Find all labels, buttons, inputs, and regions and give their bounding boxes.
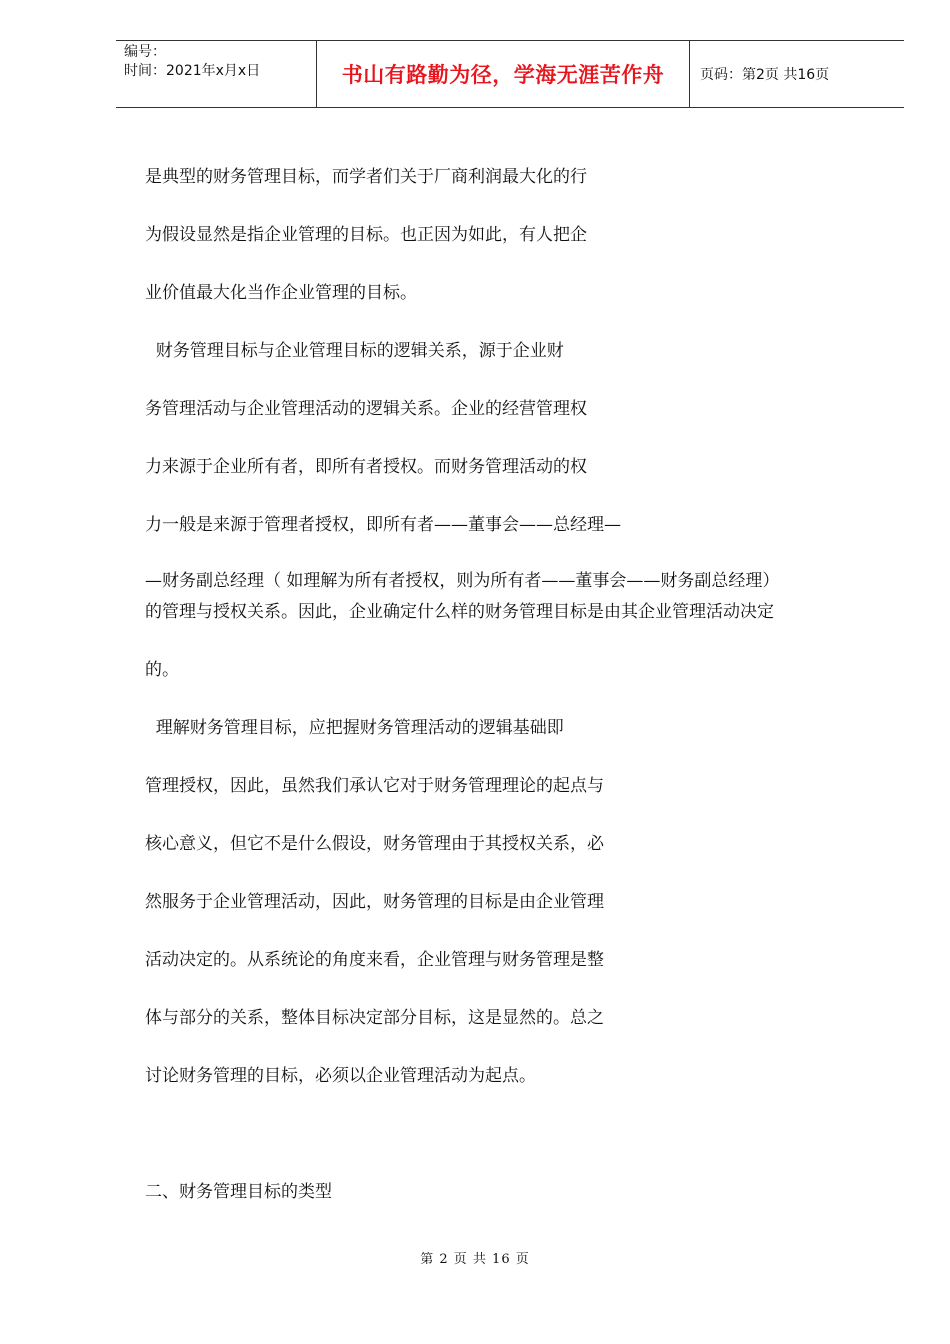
text-line: 管理授权，因此，虽然我们承认它对于财务管理理论的起点与 — [145, 776, 604, 796]
text-line: 理解财务管理目标，应把握财务管理活动的逻辑基础即 — [145, 718, 564, 738]
text-line: 的管理与授权关系。因此，企业确定什么样的财务管理目标是由其企业管理活动决定 — [145, 602, 774, 622]
text-line: 讨论财务管理的目标，必须以企业管理活动为起点。 — [145, 1066, 536, 1086]
text-line: 力一般是来源于管理者授权，即所有者——董事会——总经理— — [145, 515, 621, 535]
page-header — [116, 40, 904, 108]
page-footer: 第 2 页 共 16 页 — [420, 1252, 530, 1267]
text-line: 体与部分的关系，整体目标决定部分目标，这是显然的。总之 — [145, 1008, 604, 1028]
text-line: 力来源于企业所有者，即所有者授权。而财务管理活动的权 — [145, 457, 587, 477]
doc-time-label: 时间：2021年x月x日 — [124, 63, 261, 79]
text-line: 活动决定的。从系统论的角度来看，企业管理与财务管理是整 — [145, 950, 604, 970]
text-line: 业价值最大化当作企业管理的目标。 — [145, 283, 417, 303]
header-slogan: 书山有路勤为径，学海无涯苦作舟 — [316, 41, 690, 107]
text-line: 财务管理目标与企业管理目标的逻辑关系，源于企业财 — [145, 341, 564, 361]
section-heading: 二、财务管理目标的类型 — [145, 1182, 332, 1202]
text-line: 然服务于企业管理活动，因此，财务管理的目标是由企业管理 — [145, 892, 604, 912]
text-line: 务管理活动与企业管理活动的逻辑关系。企业的经营管理权 — [145, 399, 587, 419]
text-line: —财务副总经理（ 如理解为所有者授权，则为所有者——董事会——财务副总经理） — [145, 571, 780, 591]
doc-number-label: 编号： — [124, 44, 166, 60]
text-line: 为假设显然是指企业管理的目标。也正因为如此，有人把企 — [145, 225, 587, 245]
text-line: 是典型的财务管理目标，而学者们关于厂商利润最大化的行 — [145, 167, 587, 187]
header-meta — [116, 41, 316, 107]
document-body — [145, 163, 865, 1207]
header-page-info: 页码：第2页 共16页 — [700, 67, 830, 83]
text-line: 核心意义，但它不是什么假设，财务管理由于其授权关系，必 — [145, 834, 604, 854]
text-line: 的。 — [145, 660, 179, 680]
